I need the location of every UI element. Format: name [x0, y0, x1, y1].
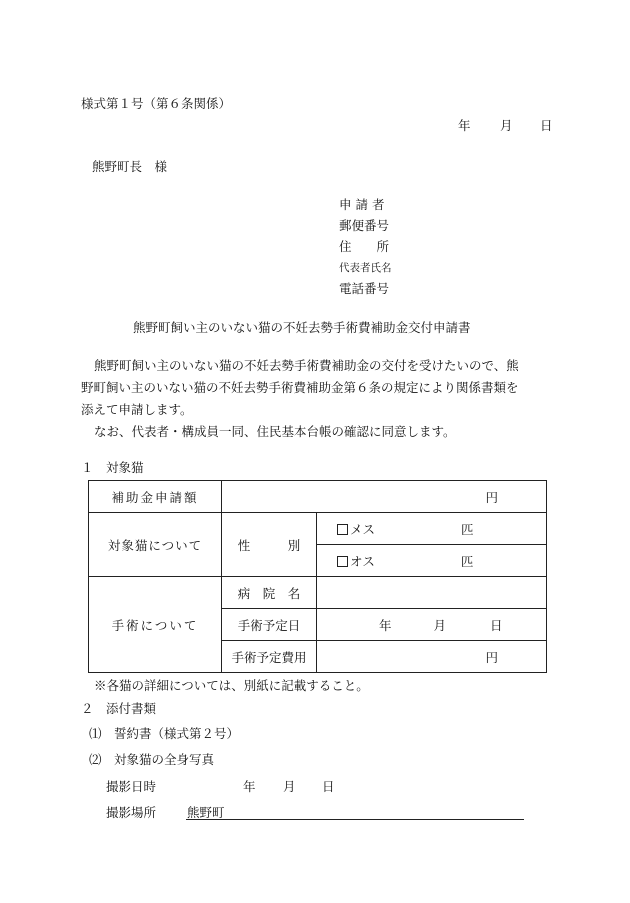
photo-year-label: 年	[243, 779, 256, 794]
surgery-date-field[interactable]	[317, 609, 547, 641]
attachment-item-2: ⑵ 対象猫の全身写真	[89, 752, 215, 767]
table-row	[89, 481, 547, 513]
representative-name-label: 代表者氏名	[339, 262, 392, 274]
female-checkbox[interactable]	[337, 524, 348, 535]
photo-date-label: 撮影日時	[106, 779, 157, 794]
surgery-cost-label: 手術予定費用	[222, 641, 317, 673]
subsidy-amount-field[interactable]	[222, 481, 547, 513]
hospital-name-label: 病 院 名	[222, 577, 317, 609]
surgery-day-label: 日	[490, 617, 503, 633]
body-line-1: 熊野町飼い主のいない猫の不妊去勢手術費補助金の交付を受けたいので、熊	[94, 358, 519, 373]
phone-number-label: 電話番号	[339, 281, 390, 296]
body-line-2: 野町飼い主のいない猫の不妊去勢手術費補助金第６条の規定により関係書類を	[81, 380, 519, 395]
male-count-unit: 匹	[460, 553, 474, 569]
section-1-heading: １ 対象猫	[81, 460, 144, 475]
document-title: 熊野町飼い主のいない猫の不妊去勢手術費補助金交付申請書	[133, 320, 471, 335]
male-count-field[interactable]	[317, 545, 547, 577]
male-label: オス	[350, 553, 375, 569]
table-note: ※各猫の詳細については、別紙に記載すること。	[94, 678, 369, 693]
table-row	[89, 513, 547, 545]
female-label: メス	[350, 521, 376, 537]
hospital-name-field[interactable]	[317, 577, 547, 609]
attachment-item-1: ⑴ 誓約書（様式第２号）	[89, 726, 240, 741]
sex-label: 性 別	[222, 513, 317, 577]
date-month-label: 月	[500, 118, 513, 133]
yen-unit: 円	[485, 489, 499, 505]
photo-month-label: 月	[283, 779, 296, 794]
date-year-label: 年	[458, 118, 471, 133]
postal-code-label: 郵便番号	[339, 218, 390, 233]
surgery-month-label: 月	[433, 617, 447, 633]
body-line-3: 添えて申請します。	[81, 402, 193, 417]
date-day-label: 日	[540, 118, 553, 133]
male-checkbox[interactable]	[337, 556, 348, 567]
target-cat-label: 対象猫について	[89, 513, 222, 577]
addressee: 熊野町長 様	[92, 159, 168, 174]
subsidy-amount-label: 補助金申請額	[89, 481, 222, 513]
target-cat-table	[88, 480, 547, 673]
yen-unit: 円	[485, 649, 499, 665]
form-number: 様式第１号（第６条関係）	[81, 96, 232, 111]
surgery-year-label: 年	[379, 617, 392, 633]
female-count-field[interactable]	[317, 513, 547, 545]
applicant-label: 申 請 者	[339, 197, 385, 212]
body-line-4: なお、代表者・構成員一同、住民基本台帳の確認に同意します。	[94, 424, 456, 439]
section-2-heading: ２ 添付書類	[81, 701, 157, 716]
surgery-date-label: 手術予定日	[222, 609, 317, 641]
photo-place-label: 撮影場所	[106, 805, 157, 820]
table-row	[89, 577, 547, 609]
surgery-label: 手術について	[89, 577, 222, 673]
surgery-cost-field[interactable]	[317, 641, 547, 673]
photo-place-underline	[186, 819, 524, 820]
photo-day-label: 日	[322, 779, 335, 794]
address-label: 住 所	[339, 239, 390, 254]
female-count-unit: 匹	[461, 521, 474, 537]
photo-place-value: 熊野町	[187, 805, 225, 820]
